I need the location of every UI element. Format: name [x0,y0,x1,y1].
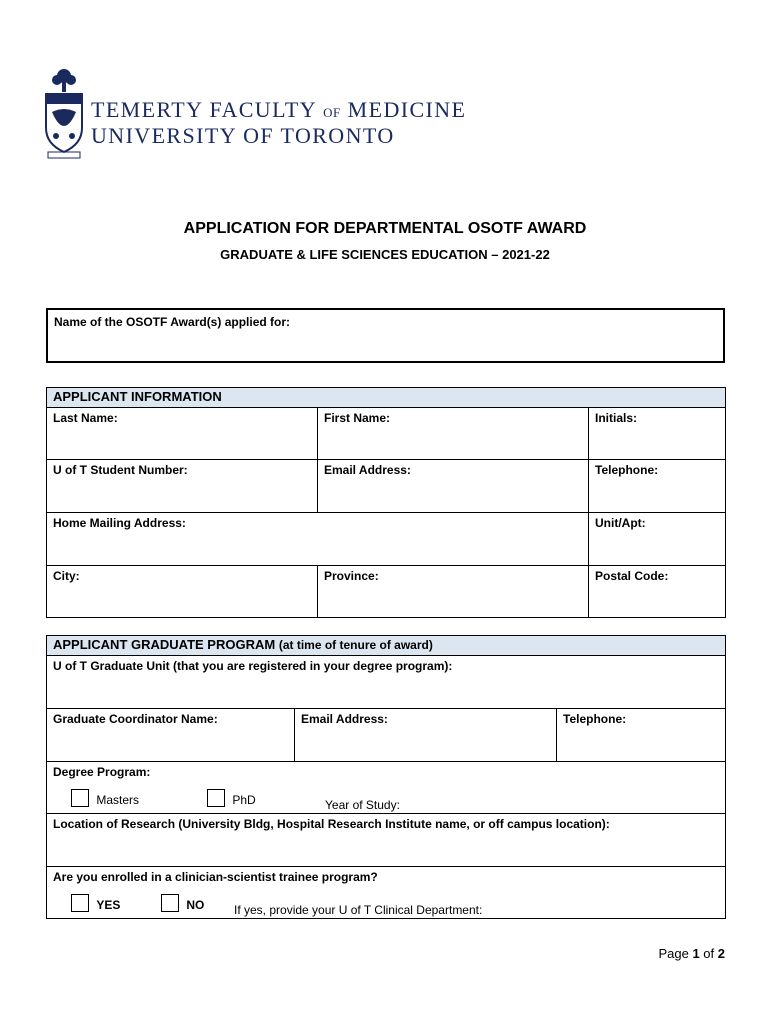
graduate-program-table [46,635,726,919]
phd-checkbox[interactable] [207,789,225,807]
degree-program-row [47,762,726,814]
university-name: UNIVERSITY OF TORONTO [91,123,395,148]
page-subtitle: GRADUATE & LIFE SCIENCES EDUCATION – 2021-22 [220,247,550,262]
coordinator-telephone-field[interactable]: Telephone: [557,709,726,762]
year-of-study-field[interactable]: Year of Study: [325,798,400,812]
yes-label: YES [96,898,121,912]
initials-field[interactable]: Initials: [589,408,726,460]
applicant-info-heading: APPLICANT INFORMATION [47,388,726,408]
email-field[interactable]: Email Address: [318,460,589,513]
applicant-information-table [46,387,726,618]
phd-label: PhD [232,793,256,807]
graduate-unit-field[interactable]: U of T Graduate Unit (that you are registered in your degree program): [47,656,726,709]
yes-checkbox[interactable] [71,894,89,912]
telephone-field[interactable]: Telephone: [589,460,726,513]
no-label: NO [186,898,205,912]
award-name-label: Name of the OSOTF Award(s) applied for: [54,315,291,329]
masters-label: Masters [96,793,140,807]
research-location-field[interactable]: Location of Research (University Bldg, Hospital Research Institute name, or off campus location): [47,814,726,867]
province-field[interactable]: Province: [318,566,589,618]
postal-code-field[interactable]: Postal Code: [589,566,726,618]
student-number-field[interactable]: U of T Student Number: [47,460,318,513]
clinician-scientist-question: Are you enrolled in a clinician-scientist trainee program? [53,870,378,884]
clinician-scientist-row [47,867,726,919]
coordinator-name-field[interactable]: Graduate Coordinator Name: [47,709,295,762]
page-title: APPLICATION FOR DEPARTMENTAL OSOTF AWARD [183,220,587,237]
home-address-field[interactable]: Home Mailing Address: [47,513,589,566]
clinical-department-field[interactable]: If yes, provide your U of T Clinical Department: [234,903,483,917]
city-field[interactable]: City: [47,566,318,618]
last-name-field[interactable]: Last Name: [47,408,318,460]
no-checkbox[interactable] [161,894,179,912]
university-crest-icon [40,66,88,160]
award-name-field[interactable] [46,308,725,363]
unit-field[interactable]: Unit/Apt: [589,513,726,566]
coordinator-email-field[interactable]: Email Address: [295,709,557,762]
faculty-name: TEMERTY FACULTY OF MEDICINE [91,97,467,122]
first-name-field[interactable]: First Name: [318,408,589,460]
graduate-program-heading: APPLICANT GRADUATE PROGRAM (at time of tenure of award) [47,636,726,656]
degree-program-label: Degree Program: [53,765,151,779]
masters-checkbox[interactable] [71,789,89,807]
page-number: Page 1 of 2 [658,946,725,961]
